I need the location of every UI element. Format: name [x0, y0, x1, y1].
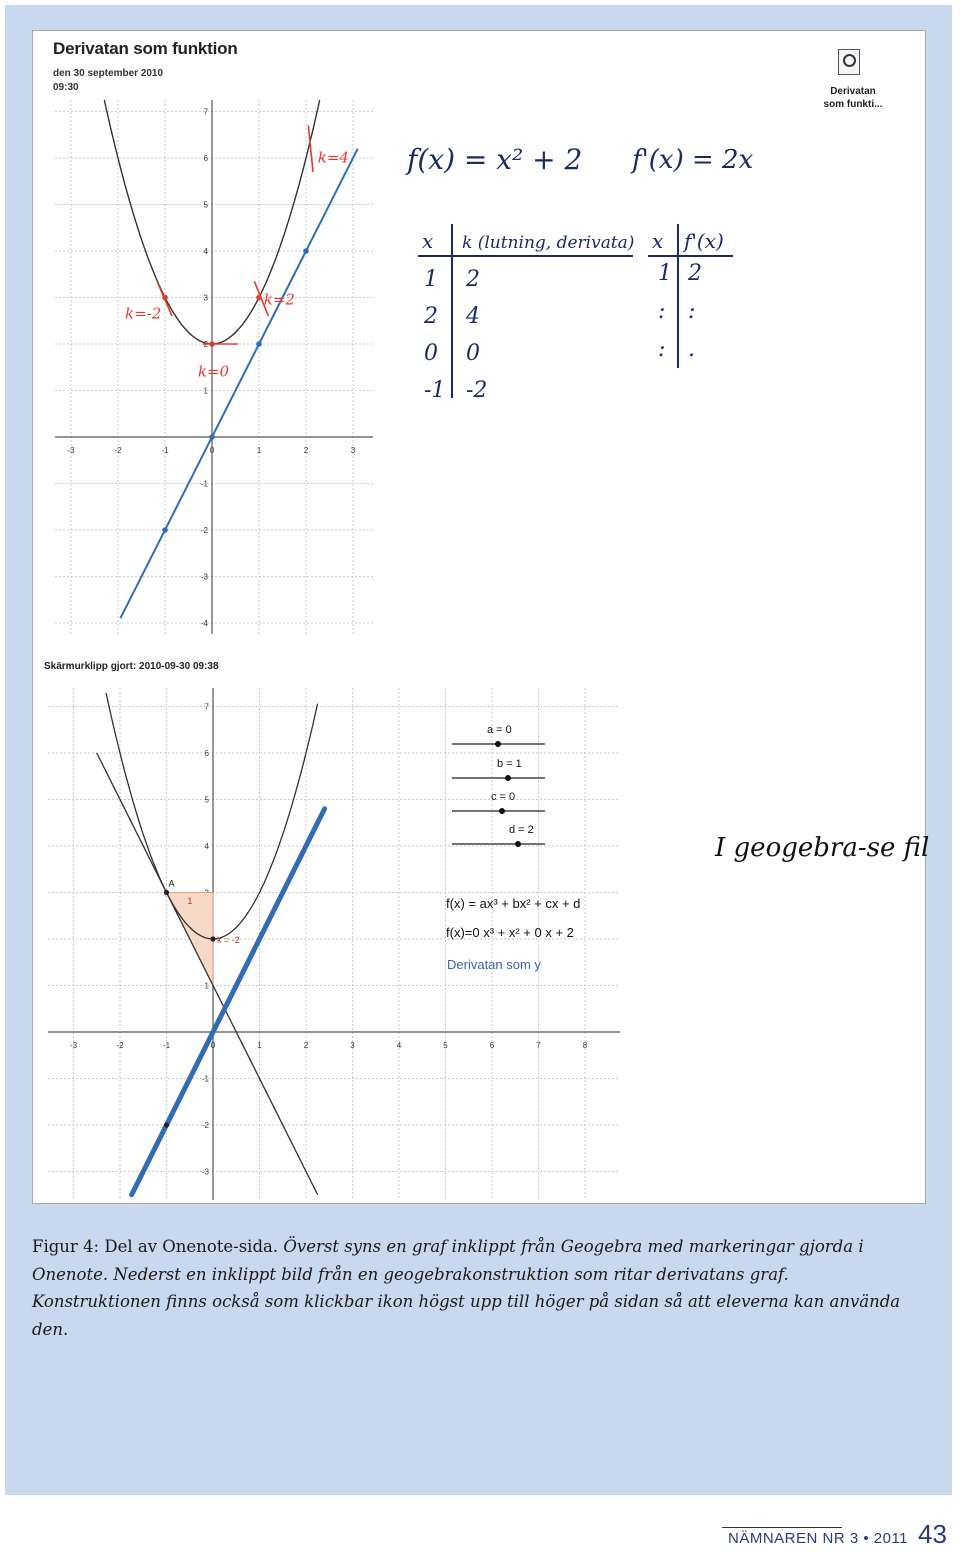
slider-a-handle	[495, 741, 501, 747]
y-tick-label: 1	[204, 981, 209, 991]
y-tick-label: 3	[203, 293, 208, 303]
slope-label: k = -2	[217, 935, 240, 945]
table-cell: 1	[658, 261, 672, 286]
x-tick-label: 5	[443, 1041, 448, 1050]
file-attachment-icon[interactable]	[838, 49, 860, 75]
x-tick-label: 8	[582, 1041, 588, 1050]
derivative-point	[209, 434, 215, 440]
slider-b-handle	[505, 775, 511, 781]
y-tick-label: 5	[204, 795, 209, 805]
construction-point	[164, 890, 169, 895]
point-label: A	[168, 878, 175, 889]
table-header: x	[422, 229, 434, 253]
y-tick-label: 7	[204, 702, 209, 712]
figure-caption	[32, 1233, 922, 1343]
caption-text: Överst syns en graf inklippt från Geogebra med markeringar gjorda i Onenote. Nederst en inklippt bild från en geogebrakonstruktion som ritar derivatans graf. Konstruktionen finns också som klickbar ikon högst upp till höger på sidan så att eleverna kan använda den.	[32, 1237, 901, 1339]
handwritten-table-k	[418, 218, 638, 403]
page-time: 09:30	[53, 82, 79, 93]
construction-point	[164, 1122, 169, 1127]
y-tick-label: -3	[201, 1167, 209, 1177]
x-tick-label: 7	[536, 1041, 541, 1050]
x-tick-label: -2	[114, 446, 122, 455]
table-cell: 4	[466, 304, 480, 329]
x-tick-label: 0	[209, 446, 215, 455]
derivative-link[interactable]: Derivatan som y	[447, 957, 541, 972]
y-tick-label: -1	[200, 479, 208, 489]
slider-b-label: b = 1	[497, 758, 522, 770]
x-tick-label: -1	[161, 446, 169, 455]
x-tick-label: 3	[350, 446, 356, 455]
x-tick-label: -3	[67, 446, 75, 455]
table-cell: 2	[466, 267, 480, 292]
table-cell: :	[688, 299, 696, 324]
x-tick-label: 0	[210, 1041, 216, 1050]
y-tick-label: 4	[203, 247, 208, 256]
page-date: den 30 september 2010	[53, 68, 164, 79]
table-cell: -2	[466, 378, 488, 403]
derivative-point	[162, 527, 168, 533]
construction-point	[210, 936, 215, 941]
footer-journal: NÄMNAREN NR 3 • 2011	[728, 1530, 909, 1547]
x-tick-label: 4	[396, 1041, 402, 1050]
handwritten-geogebra-note: I geogebra-se fil	[715, 833, 930, 863]
y-tick-label: 7	[203, 107, 208, 117]
attachment-label[interactable]: Derivatan som funkti...	[823, 86, 883, 110]
attachment[interactable]	[808, 45, 908, 125]
y-tick-label: 6	[203, 154, 208, 163]
slope-annotation: k=-2	[125, 304, 162, 323]
x-tick-label: 1	[257, 1041, 262, 1050]
table-header: x	[652, 229, 664, 253]
geogebra-graph-top	[55, 100, 373, 634]
table-cell: 2	[424, 304, 438, 329]
derivative-graph	[132, 809, 325, 1195]
slider-a-label: a = 0	[487, 724, 512, 736]
slope-annotation: k=4	[317, 148, 349, 167]
y-tick-label: -2	[200, 526, 208, 535]
table-header: k (lutning, derivata)	[462, 233, 635, 253]
handwritten-derivative: f'(x) = 2x	[632, 145, 754, 175]
table-cell: -1	[424, 378, 446, 403]
derivative-line	[120, 149, 357, 619]
table-cell: 0	[466, 341, 480, 366]
y-tick-label: 2	[203, 340, 208, 349]
x-tick-label: -3	[69, 1041, 78, 1050]
equation-general: f(x) = ax³ + bx² + cx + d	[446, 896, 581, 911]
footer-rule	[722, 1527, 842, 1528]
x-tick-label: 3	[350, 1041, 355, 1050]
table-header: f'(x)	[684, 229, 724, 253]
y-tick-label: 1	[203, 386, 208, 396]
page-title: Derivatan som funktion	[53, 39, 238, 58]
slope-annotation: k=2	[263, 290, 295, 309]
snapshot-label: Skärmurklipp gjort: 2010-09-30 09:38	[44, 661, 219, 672]
table-cell: 0	[424, 341, 438, 366]
y-tick-label: -4	[200, 619, 208, 628]
table-cell: :	[658, 337, 666, 362]
slider-c-label: c = 0	[491, 791, 516, 803]
table-cell: 2	[688, 261, 702, 286]
x-tick-label: 1	[256, 446, 262, 455]
x-tick-label: 2	[303, 446, 309, 455]
caption-label: Figur 4: Del av Onenote-sida.	[32, 1237, 279, 1256]
page-number: 43	[918, 1519, 947, 1549]
x-tick-label: 6	[489, 1041, 495, 1050]
y-tick-label: 6	[204, 749, 209, 758]
slope-annotation: k=0	[197, 362, 230, 381]
y-tick-label: -3	[200, 572, 208, 582]
table-cell: :	[658, 299, 666, 324]
y-tick-label: 4	[204, 842, 209, 851]
sliders[interactable]	[450, 738, 550, 850]
x-tick-label: 2	[303, 1041, 309, 1050]
handwritten-table-derivative	[648, 218, 748, 378]
x-tick-label: -2	[116, 1041, 124, 1050]
slider-d-label: d = 2	[509, 824, 534, 836]
y-tick-label: -2	[201, 1121, 209, 1130]
handwritten-function: f(x) = x² + 2	[407, 143, 583, 176]
y-tick-label: -1	[201, 1074, 209, 1084]
y-tick-label: 5	[203, 200, 208, 210]
x-tick-label: -1	[162, 1041, 171, 1050]
triangle-label: 1	[187, 896, 193, 907]
equation-specific: f(x)=0 x³ + x² + 0 x + 2	[446, 925, 574, 940]
table-cell: 1	[424, 267, 438, 292]
table-cell: .	[688, 337, 695, 362]
derivative-point	[303, 248, 309, 254]
slider-c-handle	[499, 808, 505, 814]
derivative-point	[256, 341, 262, 347]
slider-d-handle	[515, 841, 521, 847]
